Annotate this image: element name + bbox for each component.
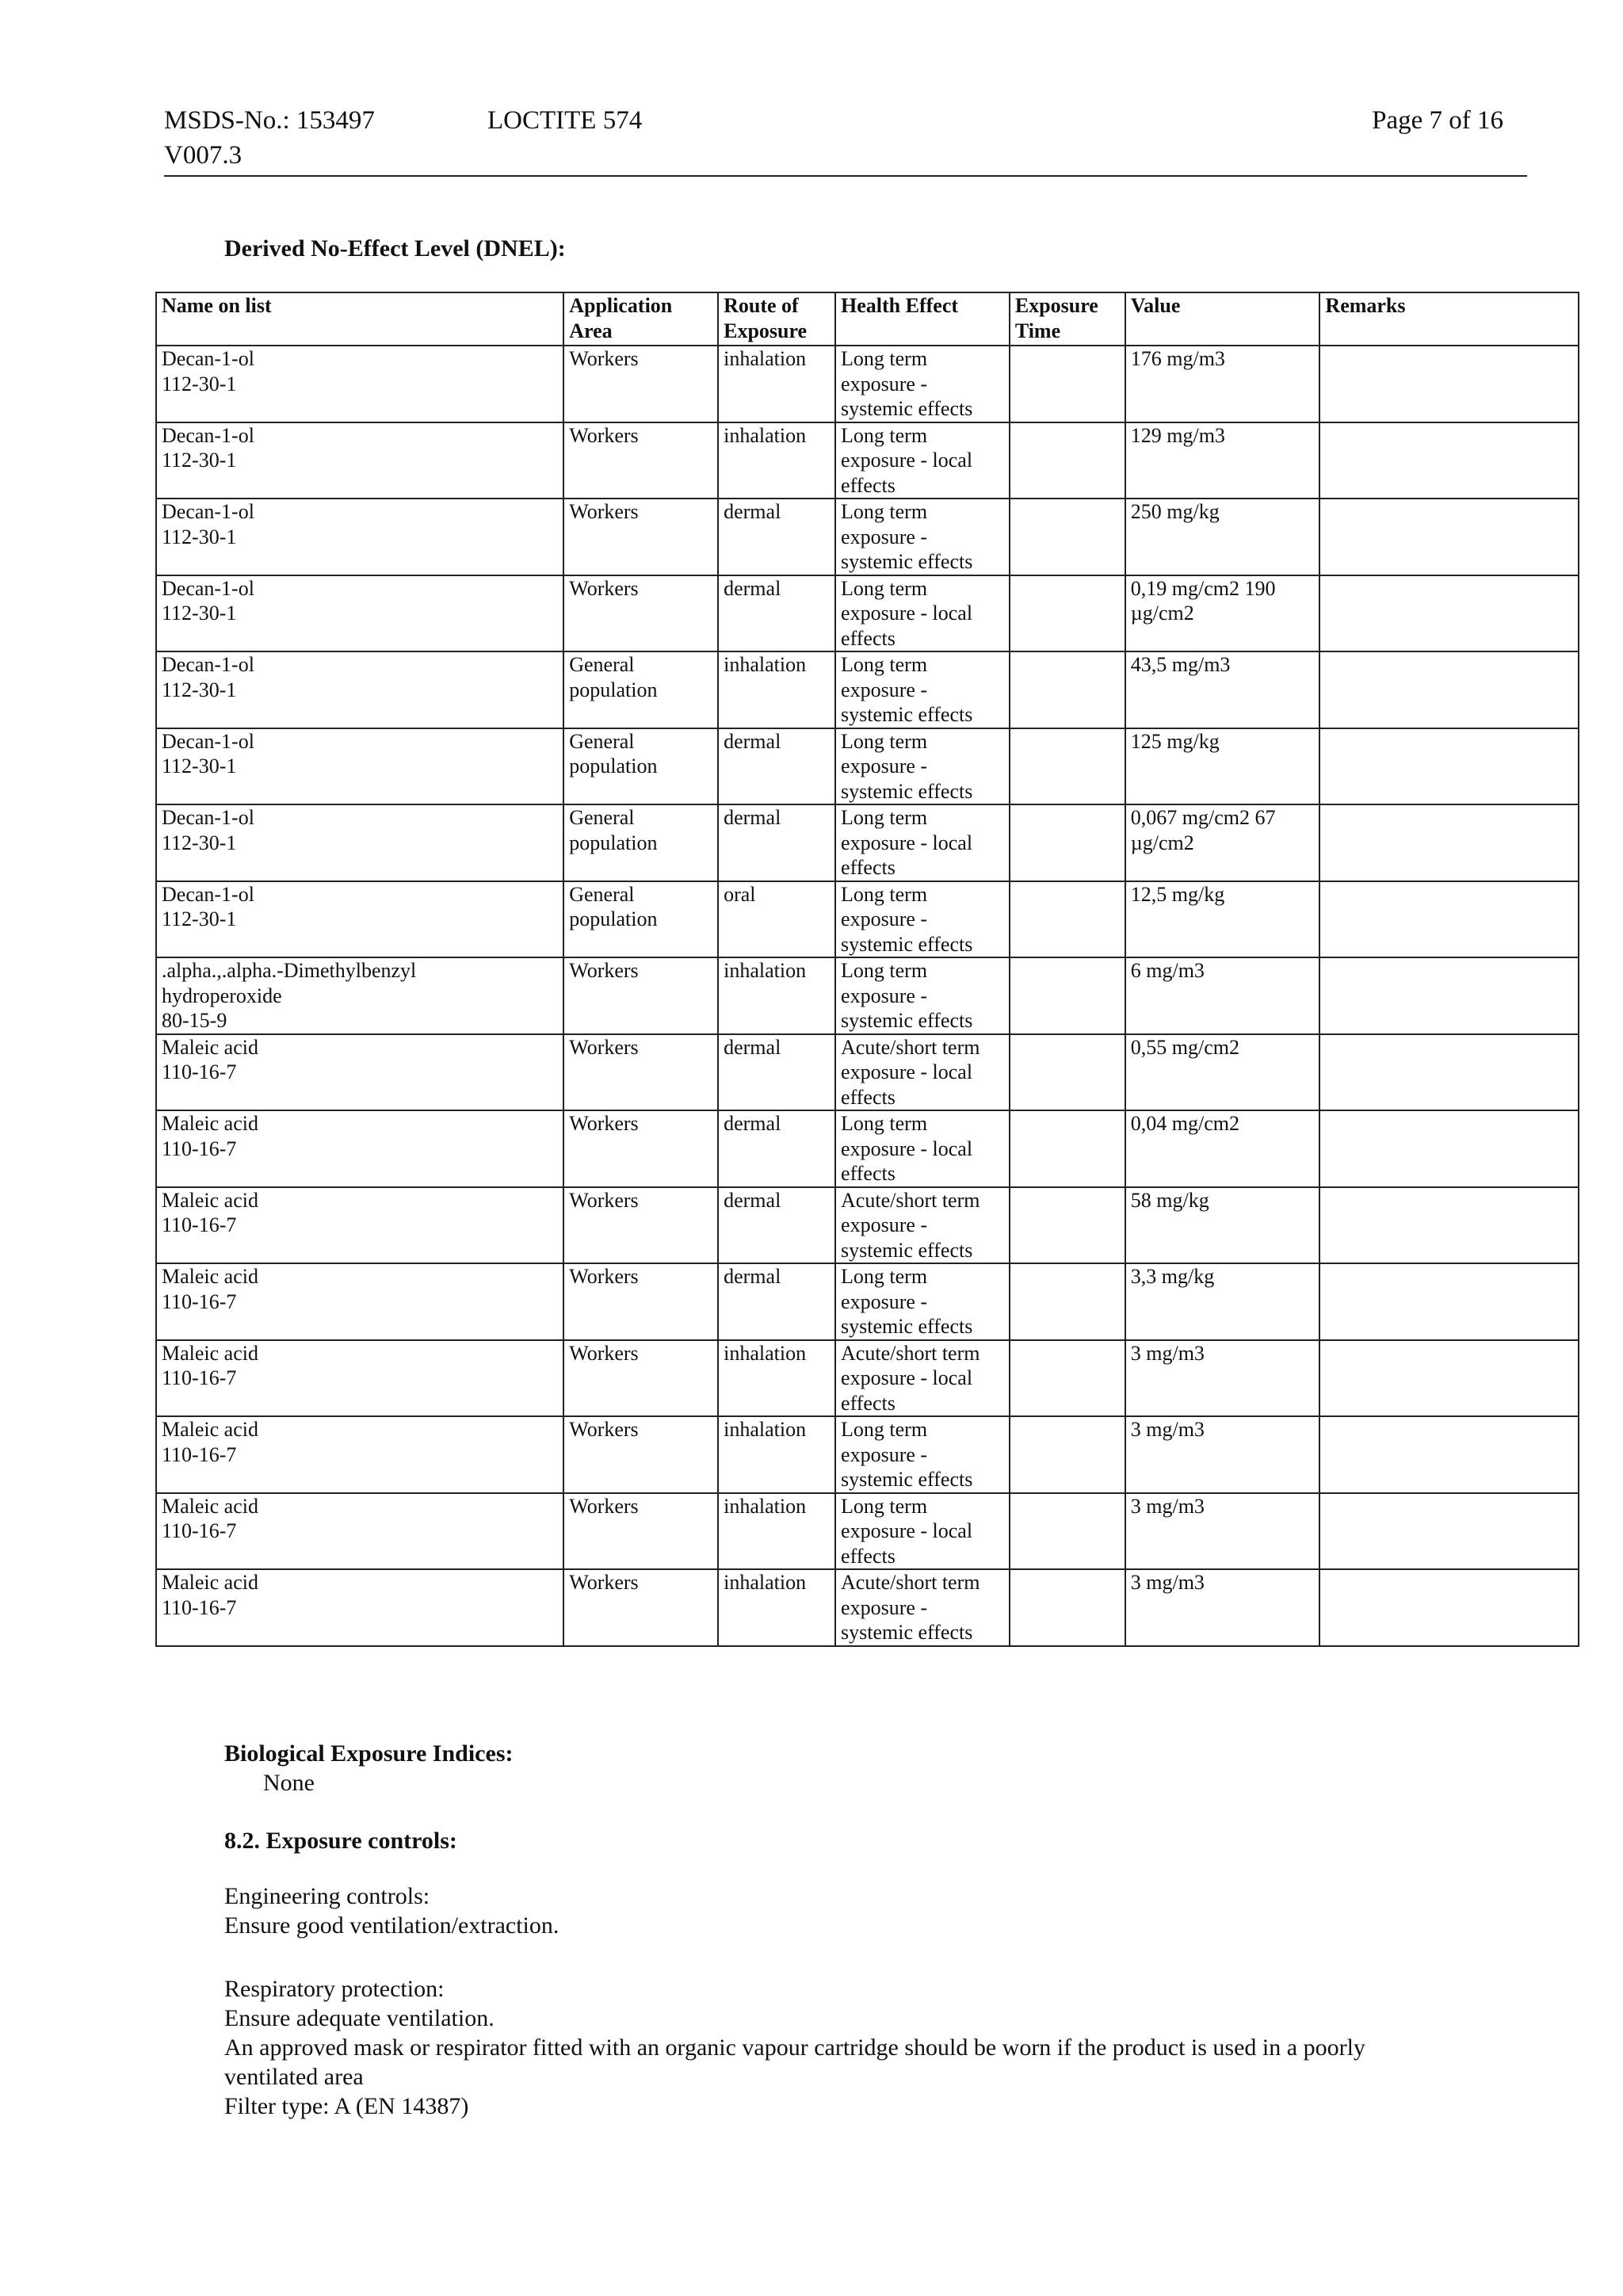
table-cell: [1010, 804, 1125, 881]
table-cell: [1010, 1034, 1125, 1111]
table-cell: Long term exposure - local effects: [835, 804, 1010, 881]
table-cell: 129 mg/m3: [1125, 422, 1320, 499]
table-cell: 176 mg/m3: [1125, 346, 1320, 422]
engineering-controls: [224, 1881, 559, 1940]
table-cell: [1319, 499, 1579, 575]
table-cell: Acute/short term exposure - local effects: [835, 1340, 1010, 1417]
table-cell: dermal: [718, 804, 835, 881]
table-cell: [1319, 346, 1579, 422]
table-cell: Decan-1-ol 112-30-1: [156, 804, 563, 881]
table-cell: inhalation: [718, 1416, 835, 1493]
bei-value: None: [263, 1770, 315, 1796]
table-cell: Long term exposure - systemic effects: [835, 728, 1010, 805]
table-cell: Long term exposure - systemic effects: [835, 881, 1010, 958]
table-cell: [1010, 651, 1125, 728]
table-cell: 0,04 mg/cm2: [1125, 1110, 1320, 1187]
table-cell: [1010, 575, 1125, 652]
table-row: [156, 651, 1579, 728]
table-cell: Decan-1-ol 112-30-1: [156, 728, 563, 805]
table-cell: Workers: [563, 1034, 718, 1111]
table-cell: [1319, 575, 1579, 652]
table-cell: [1319, 1187, 1579, 1264]
table-cell: Maleic acid 110-16-7: [156, 1416, 563, 1493]
table-cell: inhalation: [718, 957, 835, 1034]
product-name: LOCTITE 574: [487, 106, 643, 135]
respiratory-line: Filter type: A (EN 14387): [224, 2093, 469, 2119]
table-header-row: [156, 292, 1579, 346]
engineering-text: Ensure good ventilation/extraction.: [224, 1912, 559, 1939]
table-cell: oral: [718, 881, 835, 958]
table-cell: dermal: [718, 1263, 835, 1340]
table-cell: [1010, 1569, 1125, 1646]
table-cell: [1319, 728, 1579, 805]
table-cell: Maleic acid 110-16-7: [156, 1263, 563, 1340]
table-cell: Workers: [563, 1416, 718, 1493]
table-cell: [1319, 957, 1579, 1034]
table-cell: Long term exposure - systemic effects: [835, 1263, 1010, 1340]
table-cell: [1010, 422, 1125, 499]
table-cell: General population: [563, 804, 718, 881]
table-cell: 250 mg/kg: [1125, 499, 1320, 575]
version-number: V007.3: [164, 141, 242, 170]
table-cell: 12,5 mg/kg: [1125, 881, 1320, 958]
table-row: [156, 346, 1579, 422]
table-cell: .alpha.,.alpha.-Dimethylbenzyl hydroperoxide 80-15-9: [156, 957, 563, 1034]
table-cell: [1010, 346, 1125, 422]
table-cell: [1010, 1263, 1125, 1340]
table-cell: Workers: [563, 499, 718, 575]
table-cell: General population: [563, 728, 718, 805]
table-cell: [1010, 1493, 1125, 1570]
table-cell: [1319, 1110, 1579, 1187]
table-row: [156, 1340, 1579, 1417]
table-row: [156, 1110, 1579, 1187]
table-cell: dermal: [718, 499, 835, 575]
table-cell: Workers: [563, 422, 718, 499]
table-cell: Workers: [563, 346, 718, 422]
table-cell: [1319, 1263, 1579, 1340]
table-row: [156, 1034, 1579, 1111]
dnel-table-body: [156, 346, 1579, 1646]
table-cell: [1010, 881, 1125, 958]
table-cell: Decan-1-ol 112-30-1: [156, 422, 563, 499]
table-cell: Decan-1-ol 112-30-1: [156, 499, 563, 575]
table-row: [156, 804, 1579, 881]
table-row: [156, 422, 1579, 499]
respiratory-line: ventilated area: [224, 2064, 364, 2090]
table-row: [156, 1187, 1579, 1264]
table-cell: [1010, 957, 1125, 1034]
table-cell: Long term exposure - systemic effects: [835, 499, 1010, 575]
table-cell: Workers: [563, 1569, 718, 1646]
table-cell: Long term exposure - local effects: [835, 1110, 1010, 1187]
table-cell: Workers: [563, 1263, 718, 1340]
table-cell: Long term exposure - local effects: [835, 422, 1010, 499]
table-cell: Workers: [563, 957, 718, 1034]
table-row: [156, 957, 1579, 1034]
column-header: Health Effect: [835, 292, 1010, 346]
table-row: [156, 1493, 1579, 1570]
table-cell: Long term exposure - systemic effects: [835, 346, 1010, 422]
column-header: Value: [1125, 292, 1320, 346]
page-number: Page 7 of 16: [1372, 106, 1503, 135]
column-header: Application Area: [563, 292, 718, 346]
table-row: [156, 728, 1579, 805]
page-header: [164, 105, 1527, 177]
table-cell: Workers: [563, 1110, 718, 1187]
engineering-label: Engineering controls:: [224, 1883, 430, 1909]
table-cell: inhalation: [718, 346, 835, 422]
table-cell: inhalation: [718, 422, 835, 499]
table-cell: Long term exposure - systemic effects: [835, 957, 1010, 1034]
table-cell: [1319, 881, 1579, 958]
column-header: Name on list: [156, 292, 563, 346]
table-cell: dermal: [718, 1034, 835, 1111]
table-cell: 3 mg/m3: [1125, 1569, 1320, 1646]
table-cell: [1319, 1416, 1579, 1493]
table-cell: 3 mg/m3: [1125, 1416, 1320, 1493]
respiratory-protection: [224, 1974, 1365, 2121]
table-cell: Maleic acid 110-16-7: [156, 1493, 563, 1570]
column-header: Route of Exposure: [718, 292, 835, 346]
table-cell: inhalation: [718, 651, 835, 728]
table-row: [156, 881, 1579, 958]
table-cell: [1010, 1340, 1125, 1417]
table-cell: 0,067 mg/cm2 67 µg/cm2: [1125, 804, 1320, 881]
table-cell: Workers: [563, 1187, 718, 1264]
table-cell: dermal: [718, 1110, 835, 1187]
msds-number: MSDS-No.: 153497: [164, 106, 375, 135]
table-cell: inhalation: [718, 1493, 835, 1570]
table-cell: General population: [563, 881, 718, 958]
column-header: Exposure Time: [1010, 292, 1125, 346]
table-cell: 6 mg/m3: [1125, 957, 1320, 1034]
respiratory-line: An approved mask or respirator fitted with an organic vapour cartridge should be worn if the product is used in a poorly: [224, 2034, 1365, 2061]
table-cell: [1319, 1569, 1579, 1646]
table-cell: dermal: [718, 575, 835, 652]
table-cell: Decan-1-ol 112-30-1: [156, 881, 563, 958]
table-cell: [1010, 728, 1125, 805]
table-cell: Long term exposure - systemic effects: [835, 1416, 1010, 1493]
table-cell: [1010, 1187, 1125, 1264]
table-cell: 3,3 mg/kg: [1125, 1263, 1320, 1340]
table-cell: [1319, 804, 1579, 881]
table-cell: [1319, 422, 1579, 499]
table-cell: [1319, 1034, 1579, 1111]
table-cell: 125 mg/kg: [1125, 728, 1320, 805]
table-cell: Workers: [563, 1493, 718, 1570]
table-cell: Maleic acid 110-16-7: [156, 1034, 563, 1111]
table-cell: Decan-1-ol 112-30-1: [156, 651, 563, 728]
table-cell: Maleic acid 110-16-7: [156, 1110, 563, 1187]
table-cell: [1319, 1340, 1579, 1417]
table-row: [156, 1416, 1579, 1493]
table-row: [156, 575, 1579, 652]
table-cell: inhalation: [718, 1340, 835, 1417]
exposure-controls-title: 8.2. Exposure controls:: [224, 1828, 457, 1854]
bei-title: Biological Exposure Indices:: [224, 1740, 514, 1767]
table-cell: inhalation: [718, 1569, 835, 1646]
table-cell: dermal: [718, 728, 835, 805]
table-cell: Decan-1-ol 112-30-1: [156, 575, 563, 652]
table-cell: [1010, 1110, 1125, 1187]
table-cell: Workers: [563, 1340, 718, 1417]
table-cell: 0,55 mg/cm2: [1125, 1034, 1320, 1111]
table-cell: 3 mg/m3: [1125, 1493, 1320, 1570]
respiratory-line: Ensure adequate ventilation.: [224, 2005, 495, 2031]
table-cell: dermal: [718, 1187, 835, 1264]
table-row: [156, 1569, 1579, 1646]
dnel-title: Derived No-Effect Level (DNEL):: [224, 235, 566, 262]
table-cell: Acute/short term exposure - systemic effects: [835, 1569, 1010, 1646]
table-cell: Acute/short term exposure - systemic effects: [835, 1187, 1010, 1264]
column-header: Remarks: [1319, 292, 1579, 346]
table-cell: 0,19 mg/cm2 190 µg/cm2: [1125, 575, 1320, 652]
dnel-table: [155, 292, 1579, 1647]
table-cell: [1010, 499, 1125, 575]
table-cell: Long term exposure - systemic effects: [835, 651, 1010, 728]
table-cell: 3 mg/m3: [1125, 1340, 1320, 1417]
table-cell: Maleic acid 110-16-7: [156, 1340, 563, 1417]
table-cell: 43,5 mg/m3: [1125, 651, 1320, 728]
table-cell: 58 mg/kg: [1125, 1187, 1320, 1264]
table-cell: [1319, 1493, 1579, 1570]
table-row: [156, 499, 1579, 575]
table-cell: [1010, 1416, 1125, 1493]
table-cell: Maleic acid 110-16-7: [156, 1569, 563, 1646]
table-cell: [1319, 651, 1579, 728]
bei-section: [224, 1739, 513, 1797]
table-cell: Maleic acid 110-16-7: [156, 1187, 563, 1264]
table-cell: Acute/short term exposure - local effects: [835, 1034, 1010, 1111]
table-cell: Long term exposure - local effects: [835, 1493, 1010, 1570]
table-row: [156, 1263, 1579, 1340]
table-cell: General population: [563, 651, 718, 728]
table-cell: Decan-1-ol 112-30-1: [156, 346, 563, 422]
table-cell: Workers: [563, 575, 718, 652]
table-cell: Long term exposure - local effects: [835, 575, 1010, 652]
respiratory-label: Respiratory protection:: [224, 1976, 445, 2002]
